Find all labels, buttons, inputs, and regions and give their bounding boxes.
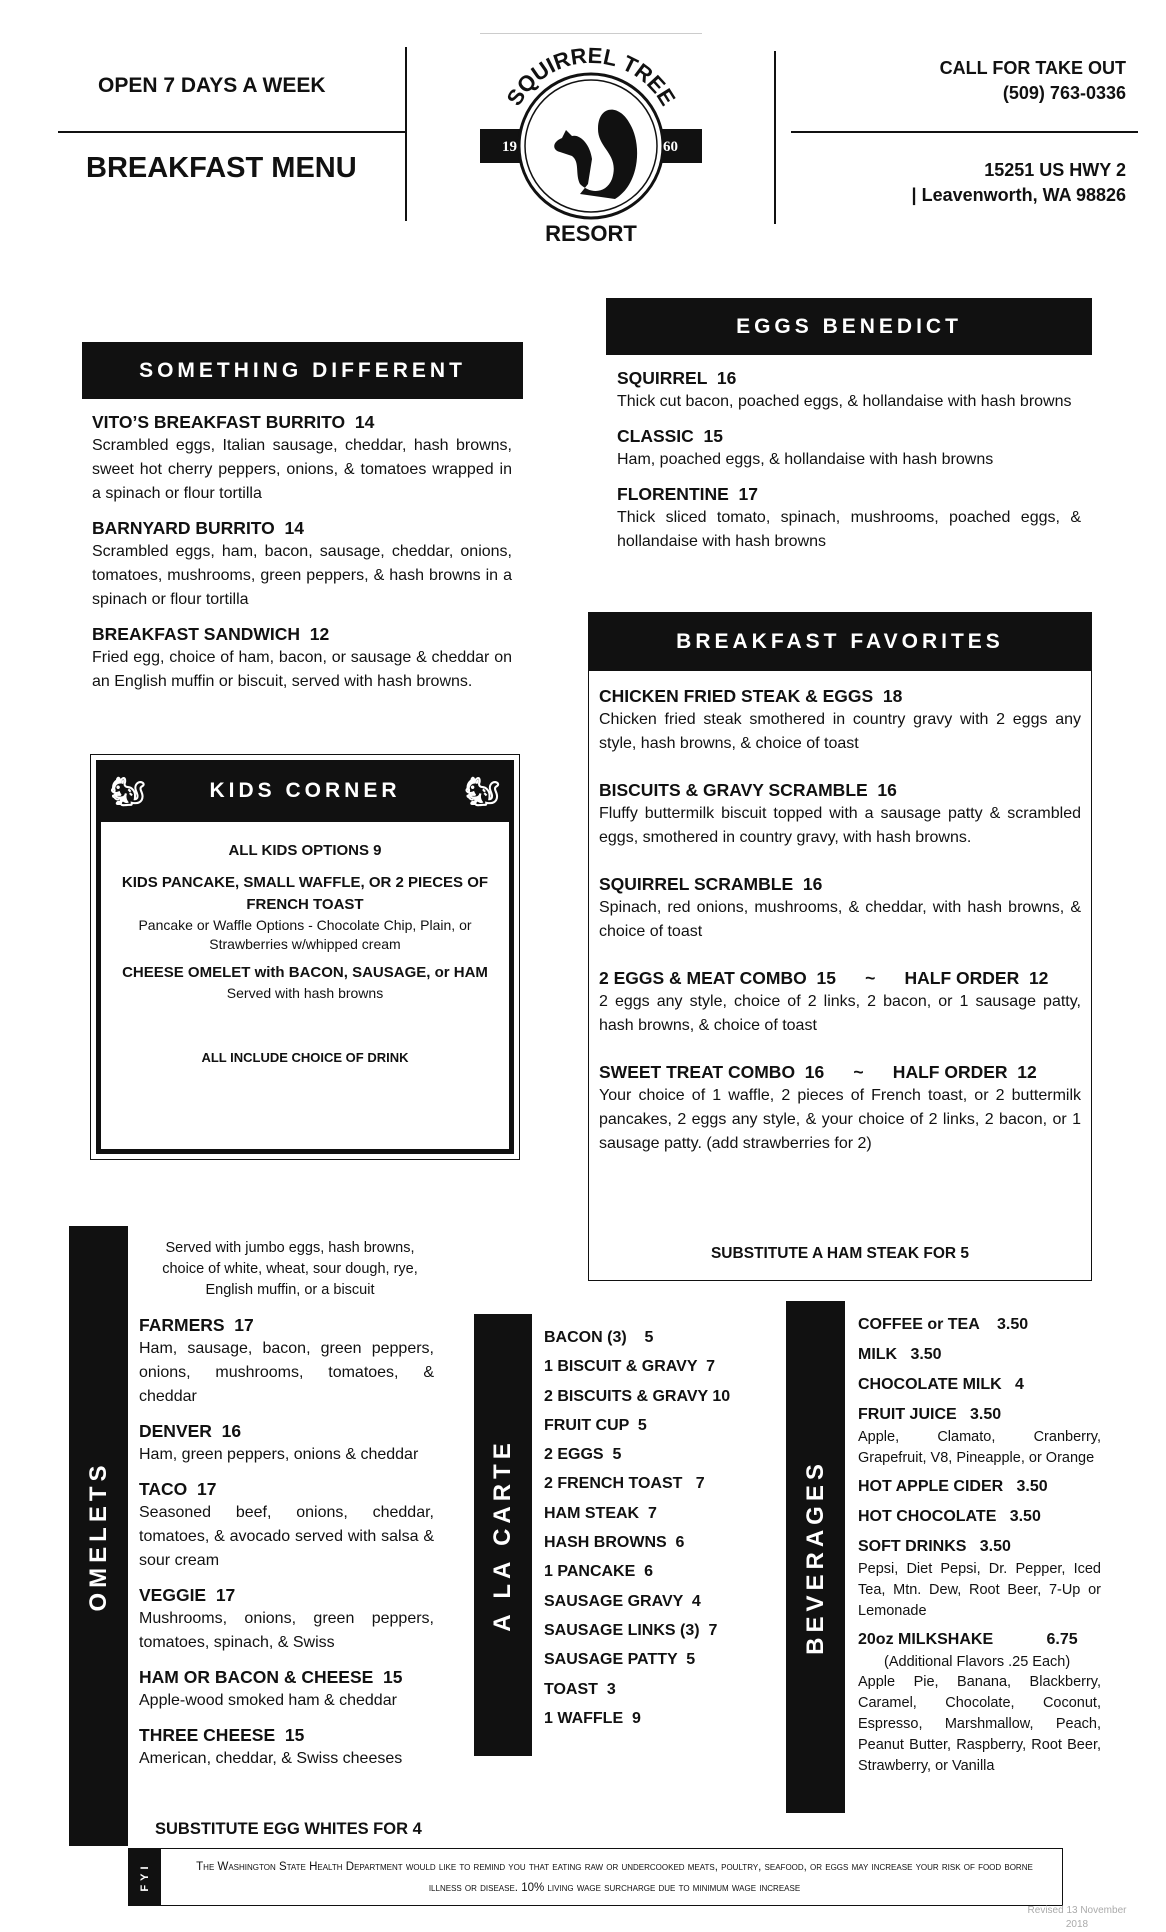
- menu-item: [599, 684, 1081, 756]
- menu-item: [858, 1343, 1101, 1367]
- menu-item: [139, 1313, 434, 1409]
- menu-item: [139, 1723, 434, 1771]
- menu-item-title: 20oz MILKSHAKE 6.75: [858, 1631, 1078, 1648]
- a-la-carte-item: 1 WAFFLE 9: [544, 1709, 641, 1727]
- menu-item: [599, 1060, 1081, 1156]
- svg-text:19: 19: [502, 139, 517, 155]
- something-different-list: [92, 410, 512, 704]
- menu-item-title: HOT APPLE CIDER 3.50: [858, 1478, 1048, 1495]
- egg-whites-note: SUBSTITUTE EGG WHITES FOR 4: [155, 1820, 422, 1838]
- menu-item-title: DENVER 16: [139, 1421, 242, 1441]
- menu-item: [858, 1535, 1101, 1622]
- menu-item-title: THREE CHEESE 15: [139, 1725, 305, 1745]
- menu-item-description: Chicken fried steak smothered in country gravy with 2 eggs any style, hash browns, & choice of toast: [599, 711, 1081, 752]
- svg-text:60: 60: [663, 139, 678, 155]
- a-la-carte-list: [544, 1323, 730, 1733]
- fyi-label: FYI: [139, 1862, 151, 1892]
- menu-item-title: HOT CHOCOLATE 3.50: [858, 1508, 1041, 1525]
- omelets-intro: Served with jumbo eggs, hash browns, choice of white, wheat, sour dough, rye, English muffin, or a biscuit: [162, 1240, 418, 1298]
- kids-corner-box: [90, 754, 520, 1160]
- menu-item: [599, 872, 1081, 944]
- menu-item: [858, 1628, 1101, 1777]
- something-different-header: SOMETHING DIFFERENT: [82, 342, 523, 399]
- hours-text: OPEN 7 DAYS A WEEK: [98, 74, 326, 97]
- a-la-carte-item: 2 FRENCH TOAST 7: [544, 1475, 705, 1493]
- menu-item-title: HAM OR BACON & CHEESE 15: [139, 1667, 403, 1687]
- squirrel-logo-icon: [480, 34, 702, 255]
- breakfast-favorites-list: [599, 684, 1081, 1178]
- menu-item: [617, 424, 1081, 472]
- menu-item-title: VITO’S BREAKFAST BURRITO 14: [92, 412, 375, 432]
- menu-item-title: MILK 3.50: [858, 1346, 942, 1363]
- menu-item: [858, 1475, 1101, 1499]
- beverages-title: BEVERAGES: [801, 1459, 829, 1655]
- menu-item-description: American, cheddar, & Swiss cheeses: [139, 1750, 403, 1767]
- menu-item-description: Fried egg, choice of ham, bacon, or sausage & cheddar on an English muffin or biscuit, served with hash browns.: [92, 649, 512, 690]
- kids-option-title: KIDS PANCAKE, SMALL WAFFLE, OR 2 PIECES OF FRENCH TOAST: [121, 874, 489, 913]
- menu-item: [858, 1313, 1101, 1337]
- menu-item: [139, 1477, 434, 1573]
- menu-item-title: FARMERS 17: [139, 1315, 254, 1335]
- beverages-list: [858, 1313, 1101, 1783]
- menu-item-title: FLORENTINE 17: [617, 484, 758, 504]
- menu-item-description: Pepsi, Diet Pepsi, Dr. Pepper, Iced Tea, Mtn. Dew, Root Beer, 7-Up or Lemonade: [858, 1561, 1101, 1619]
- menu-item: [139, 1583, 434, 1655]
- a-la-carte-item: SAUSAGE GRAVY 4: [544, 1592, 701, 1610]
- eggs-benedict-list: [617, 366, 1081, 564]
- menu-item-title: SWEET TREAT COMBO 16 ~ HALF ORDER 12: [599, 1062, 1037, 1082]
- kids-options: [107, 840, 503, 1069]
- menu-item-description: Scrambled eggs, ham, bacon, sausage, cheddar, onions, tomatoes, mushrooms, green peppers, & hash browns in a spinach or flour tortilla: [92, 543, 512, 608]
- menu-item-title: TACO 17: [139, 1479, 217, 1499]
- menu-item-description: Thick sliced tomato, spinach, mushrooms, poached eggs, & hollandaise with hash browns: [617, 509, 1081, 550]
- a-la-carte-item: SAUSAGE PATTY 5: [544, 1651, 696, 1669]
- menu-item: [858, 1373, 1101, 1397]
- menu-item: [92, 410, 512, 506]
- menu-item-title: BREAKFAST SANDWICH 12: [92, 624, 330, 644]
- kids-option-desc: Served with hash browns: [226, 985, 384, 1001]
- divider: [58, 131, 405, 133]
- menu-item-description: Thick cut bacon, poached eggs, & hollandaise with hash browns: [617, 393, 1072, 410]
- menu-title: BREAKFAST MENU: [86, 152, 357, 184]
- a-la-carte-item: TOAST 3: [544, 1680, 616, 1698]
- fyi-tab: [129, 1849, 161, 1905]
- omelets-title: OMELETS: [84, 1460, 112, 1612]
- menu-item-title: BARNYARD BURRITO 14: [92, 518, 304, 538]
- squirrel-icon: 🐿: [110, 775, 146, 807]
- menu-item-title: CLASSIC 15: [617, 426, 723, 446]
- menu-item: [139, 1419, 434, 1467]
- breakfast-favorites-header: BREAKFAST FAVORITES: [588, 612, 1092, 671]
- menu-item: [92, 516, 512, 612]
- menu-item-description: Fluffy buttermilk biscuit topped with a sausage patty & scrambled eggs, smothered in country gravy, with hash browns.: [599, 805, 1081, 846]
- kids-corner-title: KIDS CORNER: [209, 779, 401, 802]
- a-la-carte-item: HAM STEAK 7: [544, 1504, 657, 1522]
- menu-item-description: 2 eggs any style, choice of 2 links, 2 bacon, or 1 sausage patty, hash browns, & choice of toast: [599, 993, 1081, 1034]
- menu-item-description: Apple-wood smoked ham & cheddar: [139, 1692, 397, 1709]
- a-la-carte-item: 2 EGGS 5: [544, 1446, 622, 1464]
- a-la-carte-item: 2 BISCUITS & GRAVY 10: [544, 1387, 731, 1405]
- menu-item-title: VEGGIE 17: [139, 1585, 236, 1605]
- a-la-carte-item: SAUSAGE LINKS (3) 7: [544, 1621, 718, 1639]
- divider: [405, 47, 407, 221]
- menu-item-description: Seasoned beef, onions, cheddar, tomatoes, & avocado served with salsa & sour cream: [139, 1504, 434, 1569]
- menu-item: [92, 622, 512, 694]
- menu-item-description: Apple, Clamato, Cranberry, Grapefruit, V8, Pineapple, or Orange: [858, 1429, 1101, 1466]
- menu-item-title: 2 EGGS & MEAT COMBO 15 ~ HALF ORDER 12: [599, 968, 1049, 988]
- squirrel-icon: 🐿: [464, 775, 500, 807]
- address-line: 15251 US HWY 2: [984, 160, 1126, 180]
- menu-item-description: Ham, green peppers, onions & cheddar: [139, 1446, 419, 1463]
- divider: [791, 131, 1138, 133]
- health-notice: The Washington State Health Department would like to remind you that eating raw or undercooked meats, poultry, seafood, or eggs may increase your risk of food borne illness or disease. 10% living wage surcharge due to minimum wage increase: [196, 1861, 1033, 1894]
- menu-item-title: SQUIRREL 16: [617, 368, 737, 388]
- svg-text:RESORT: RESORT: [545, 221, 637, 246]
- beverages-bar: [786, 1301, 845, 1813]
- menu-item-description: Apple Pie, Banana, Blackberry, Caramel, Chocolate, Coconut, Espresso, Marshmallow, Peach, Peanut Butter, Raspberry, Root Beer, Strawberry, or Vanilla: [858, 1674, 1101, 1774]
- phone-number[interactable]: (509) 763-0336: [1002, 83, 1126, 103]
- a-la-carte-item: FRUIT CUP 5: [544, 1416, 647, 1434]
- kids-price: ALL KIDS OPTIONS 9: [228, 842, 382, 859]
- svg-text:SQUIRREL TREE: SQUIRREL TREE: [501, 42, 681, 110]
- omelets-bar: [69, 1226, 128, 1846]
- menu-item-title: SOFT DRINKS 3.50: [858, 1538, 1011, 1555]
- menu-item-title: BISCUITS & GRAVY SCRAMBLE 16: [599, 780, 897, 800]
- menu-item: [617, 366, 1081, 414]
- menu-item-title: FRUIT JUICE 3.50: [858, 1406, 1002, 1423]
- menu-item-title: CHICKEN FRIED STEAK & EGGS 18: [599, 686, 903, 706]
- fyi-box: [128, 1848, 1063, 1906]
- menu-item: [599, 966, 1081, 1038]
- menu-item-title: SQUIRREL SCRAMBLE 16: [599, 874, 823, 894]
- revised-date: Revised 13 November 2018: [1027, 1905, 1127, 1930]
- a-la-carte-item: 1 PANCAKE 6: [544, 1563, 654, 1581]
- divider: [774, 51, 776, 224]
- address: [912, 158, 1126, 208]
- menu-item: [858, 1403, 1101, 1469]
- menu-item-title: CHOCOLATE MILK 4: [858, 1376, 1024, 1393]
- ham-steak-note: SUBSTITUTE A HAM STEAK FOR 5: [710, 1245, 970, 1262]
- takeout-info: [940, 56, 1126, 106]
- a-la-carte-item: BACON (3) 5: [544, 1329, 654, 1346]
- omelets-list: [139, 1313, 434, 1781]
- menu-item: [599, 778, 1081, 850]
- menu-item: [617, 482, 1081, 554]
- menu-item: [858, 1505, 1101, 1529]
- address-line: | Leavenworth, WA 98826: [911, 185, 1126, 205]
- menu-item-description: Ham, sausage, bacon, green peppers, onions, mushrooms, tomatoes, & cheddar: [139, 1340, 434, 1405]
- eggs-benedict-header: EGGS BENEDICT: [606, 298, 1092, 355]
- menu-item-description: Ham, poached eggs, & hollandaise with hash browns: [617, 451, 994, 468]
- menu-item-description: Spinach, red onions, mushrooms, & cheddar, with hash browns, & choice of toast: [599, 899, 1081, 940]
- a-la-carte-item: HASH BROWNS 6: [544, 1534, 685, 1552]
- a-la-carte-bar: [474, 1314, 532, 1756]
- menu-item: [139, 1665, 434, 1713]
- kids-corner-header: [96, 760, 514, 822]
- kids-option-title: CHEESE OMELET with BACON, SAUSAGE, or HAM: [122, 964, 488, 981]
- kids-option-desc: Pancake or Waffle Options - Chocolate Chip, Plain, or Strawberries w/whipped cream: [138, 917, 472, 952]
- resort-logo: [480, 33, 702, 254]
- a-la-carte-item: 1 BISCUIT & GRAVY 7: [544, 1358, 715, 1376]
- menu-item-description: Scrambled eggs, Italian sausage, cheddar, hash browns, sweet hot cherry peppers, onions, & tomatoes wrapped in a spinach or flour tortilla: [92, 437, 512, 502]
- menu-item-description: Your choice of 1 waffle, 2 pieces of French toast, or 2 buttermilk pancakes, 2 eggs any style, & your choice of 2 links, 2 bacon, or 1 sausage patty. (add strawberries for 2): [599, 1087, 1081, 1152]
- menu-item-title: COFFEE or TEA 3.50: [858, 1316, 1029, 1333]
- menu-item-note: (Additional Flavors .25 Each): [884, 1654, 1071, 1670]
- kids-drink-note: ALL INCLUDE CHOICE OF DRINK: [201, 1050, 409, 1065]
- a-la-carte-title: A LA CARTE: [489, 1438, 516, 1632]
- call-label: CALL FOR TAKE OUT: [939, 58, 1126, 78]
- menu-item-description: Mushrooms, onions, green peppers, tomatoes, spinach, & Swiss: [139, 1610, 434, 1651]
